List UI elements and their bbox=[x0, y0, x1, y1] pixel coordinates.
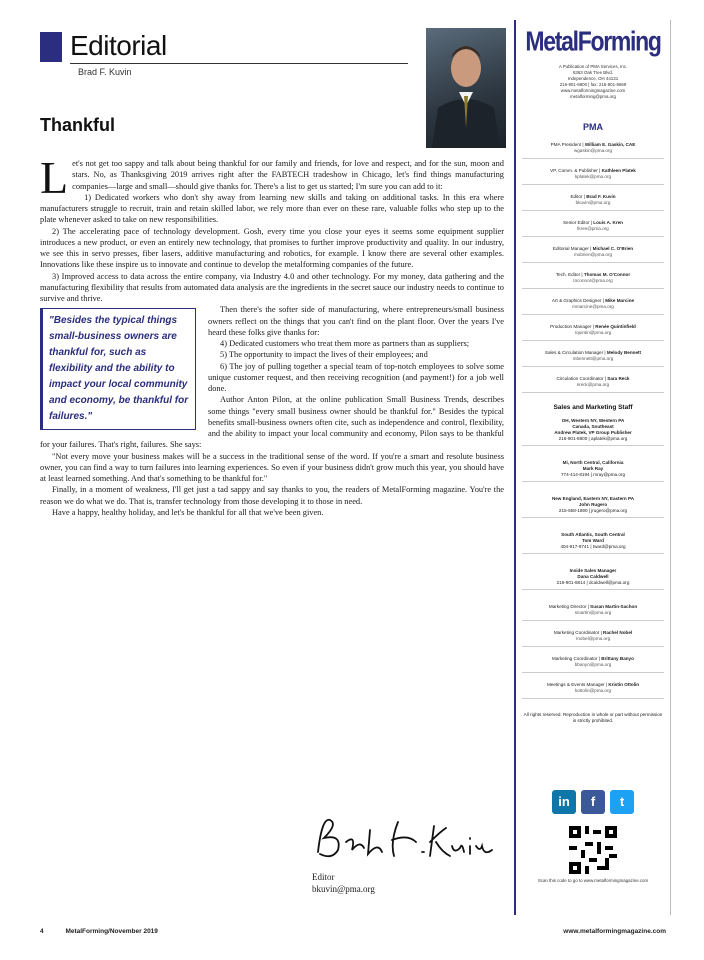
paragraph: 4) Dedicated customers who treat them more as partners than as suppliers; bbox=[220, 339, 470, 348]
section-title: Editorial bbox=[70, 30, 167, 61]
masthead-logo: MetalForming bbox=[525, 25, 661, 57]
publisher-address: A Publication of PMA Services, Inc. 6363 Oak Tree Blvd. Independence, OH 44131 216-901-8800 | fax: 216-901-9669 www.metalformingmagazine.com metalforming@pma.org bbox=[558, 64, 628, 99]
staff-entry: VP, Comm. & Publisher | Kathleen Platek kplatek@pma.org bbox=[522, 168, 664, 185]
staff-entry: Marketing Coordinator | Rachel Nobel rnobel@pma.org bbox=[522, 630, 664, 647]
staff-entry: Senior Editor | Louis A. Kren lkren@pma.org bbox=[522, 220, 664, 237]
byline: Brad F. Kuvin bbox=[78, 67, 132, 77]
headline: Thankful bbox=[40, 115, 115, 135]
paragraph: 5) The opportunity to impact the lives of their employees; and bbox=[220, 350, 428, 360]
page-number: 4 bbox=[40, 928, 44, 935]
qr-code-icon bbox=[569, 826, 617, 874]
drop-cap: L bbox=[40, 152, 69, 203]
staff-entry: Sales & Circulation Manager | Melody Bennett mbennett@pma.org bbox=[522, 350, 664, 367]
sales-header: Sales and Marketing Staff bbox=[553, 404, 633, 411]
footer-url[interactable]: www.metalformingmagazine.com bbox=[563, 928, 666, 935]
staff-entry: Art & Graphics Designer | Mike Marcine mmarcine@pma.org bbox=[522, 298, 664, 315]
staff-entry: Tech. Editor | Thomas M. O'Connor toconnor@pma.org bbox=[522, 272, 664, 289]
pma-logo: PMA bbox=[583, 122, 603, 132]
social-links bbox=[552, 790, 634, 814]
paragraph: 1) Dedicated workers who don't shy away from learning new skills and taking on additional tasks. In this era where manufacturers struggle to recruit, train and retain skilled labor, we rely more than ever on these rare, valuable folks who step up to the plate whenever asked to take on new responsibilities. bbox=[40, 192, 504, 225]
rights-notice: All rights reserved. Reproduction in whole or part without permission is strictly prohibited. bbox=[523, 712, 663, 723]
qr-caption: Scan this code to go to www.metalformingmagazine.com bbox=[537, 878, 649, 883]
staff-entry: Marketing Coordinator | Brittany Banyo bbanyo@pma.org bbox=[522, 656, 664, 673]
sales-region: New England, Eastern NY, Eastern PA John Rugero 215-558-1890 | jrugero@pma.org bbox=[522, 496, 664, 518]
issue-label: MetalForming/November 2019 bbox=[65, 928, 158, 935]
author-photo bbox=[426, 28, 506, 148]
pull-quote: "Besides the typical things small-business owners are thankful for, such as flexibility and the ability to impact your local community and economy, be thankful for failures." bbox=[40, 308, 196, 430]
facebook-icon[interactable]: f bbox=[581, 790, 605, 814]
staff-entry: Meetings & Events Manager | Kristin Ottolin kottolin@pma.org bbox=[522, 682, 664, 699]
linkedin-icon[interactable]: in bbox=[552, 790, 576, 814]
masthead-sidebar bbox=[514, 20, 671, 915]
signoff-title: Editor bbox=[312, 872, 335, 882]
signature bbox=[312, 812, 502, 867]
staff-entry: Production Manager | Renée Quintinfield rquintin@pma.org bbox=[522, 324, 664, 341]
sales-region: Mi, North Central, California Mark Ray 774-414-8194 | mray@pma.org bbox=[522, 460, 664, 482]
staff-entry: Editorial Manager | Michael C. O'Brien mobrien@pma.org bbox=[522, 246, 664, 263]
sales-region: OH, Western NY, Western PA Canada, Southeast Andrew Platek, VP Group Publisher 216-901-8800 | aplatek@pma.org bbox=[522, 418, 664, 446]
staff-entry: Editor | Brad F. Kuvin bkuvin@pma.org bbox=[522, 194, 664, 211]
paragraph: 2) The accelerating pace of technology development. Gosh, every time you close your eyes it seems some equipment supplier introduces a new product, or even an entirely new technology, that promises to further improve productivity and quality. In our industry, we see this in servo presses, fiber lasers, additive manufacturing and robotics, for example. I know there are several other examples. Innovations like these inspire us to innovate and continue to develop the metalforming companies of the future. bbox=[40, 226, 504, 270]
paragraph: Then there's the softer side of manufacturing, where entrepreneurs/small business owners reflect on the things that you can't find on the plant floor. Over the years I've heard these folks give thanks for: bbox=[208, 305, 504, 337]
article-body bbox=[40, 152, 504, 518]
staff-entry: Marketing Director | Susan Martin-Sachon smartin@pma.org bbox=[522, 604, 664, 621]
paragraph: "Not every move your business makes will be a success in the traditional sense of the word. If you're a smart and resolute business owner, you can find a way to turn failures into learning experiences. So even if your business didn't grow much this year, you should have at least learned something. And that's something to be thankful for." bbox=[40, 451, 504, 483]
twitter-icon[interactable]: t bbox=[610, 790, 634, 814]
section-marker bbox=[40, 32, 62, 62]
staff-entry: Circulation Coordinator | Sara Reck sreck@pma.org bbox=[522, 376, 664, 393]
paragraph: 3) Improved access to data across the entire company, via Industry 4.0 and other technology. For my money, data gathering and the manufacturing flexibility that results from automated data analysis are the ingredients in the secret sauce our industry needs to continue to survive and thrive. bbox=[40, 271, 504, 303]
staff-entry: PMA President | William E. Gaskin, CAE wgaskin@pma.org bbox=[522, 142, 664, 159]
paragraph: Let's not get too sappy and talk about being thankful for our family and friends, for love and respect, and for the sun, moon and stars. No, as Thanksgiving 2019 arrives right after the FABTECH tradeshow in Chicago, let's find things manufacturing companies—large and small—should give thanks for. There's a list to get us started; I'm sure you can add to it: bbox=[40, 152, 504, 203]
sales-region: South Atlantic, South Central Tom Ward 404-917-8741 | tward@pma.org bbox=[522, 532, 664, 554]
qr-code[interactable] bbox=[569, 826, 617, 874]
paragraph: Author Anton Pilon, at the online publication Small Business Trends, describes some things "every small business owner should be thankful for." Besides the typical benefits small-business owners often cite, such as independence and control, flexibility, and the ability to impact your local community and economy, Pilon says to be thankful for your failures. That's right, failures. She says: bbox=[40, 395, 504, 450]
paragraph: Have a happy, healthy holiday, and let's be thankful for all that we've been given. bbox=[52, 507, 324, 517]
signature-drawing bbox=[312, 812, 502, 867]
signoff-email[interactable]: bkuvin@pma.org bbox=[312, 884, 375, 894]
paragraph: 6) The joy of pulling together a special team of top-notch employees to solve some unique customer request, and then receiving recognition (and payment!) for a job well done. bbox=[208, 361, 504, 393]
sales-region: Inside Sales Manager Dana Caldwell 216-901-8814 | dcaldwell@pma.org bbox=[522, 568, 664, 590]
footer-left bbox=[40, 928, 158, 935]
paragraph: Finally, in a moment of weakness, I'll get just a tad sappy and say thanks to you, the readers of MetalForming magazine. You're the reason we do what we do. That is, transfer technology from those developing it to those in need. bbox=[40, 485, 504, 506]
header-rule bbox=[70, 63, 408, 64]
portrait-illustration bbox=[426, 28, 506, 148]
